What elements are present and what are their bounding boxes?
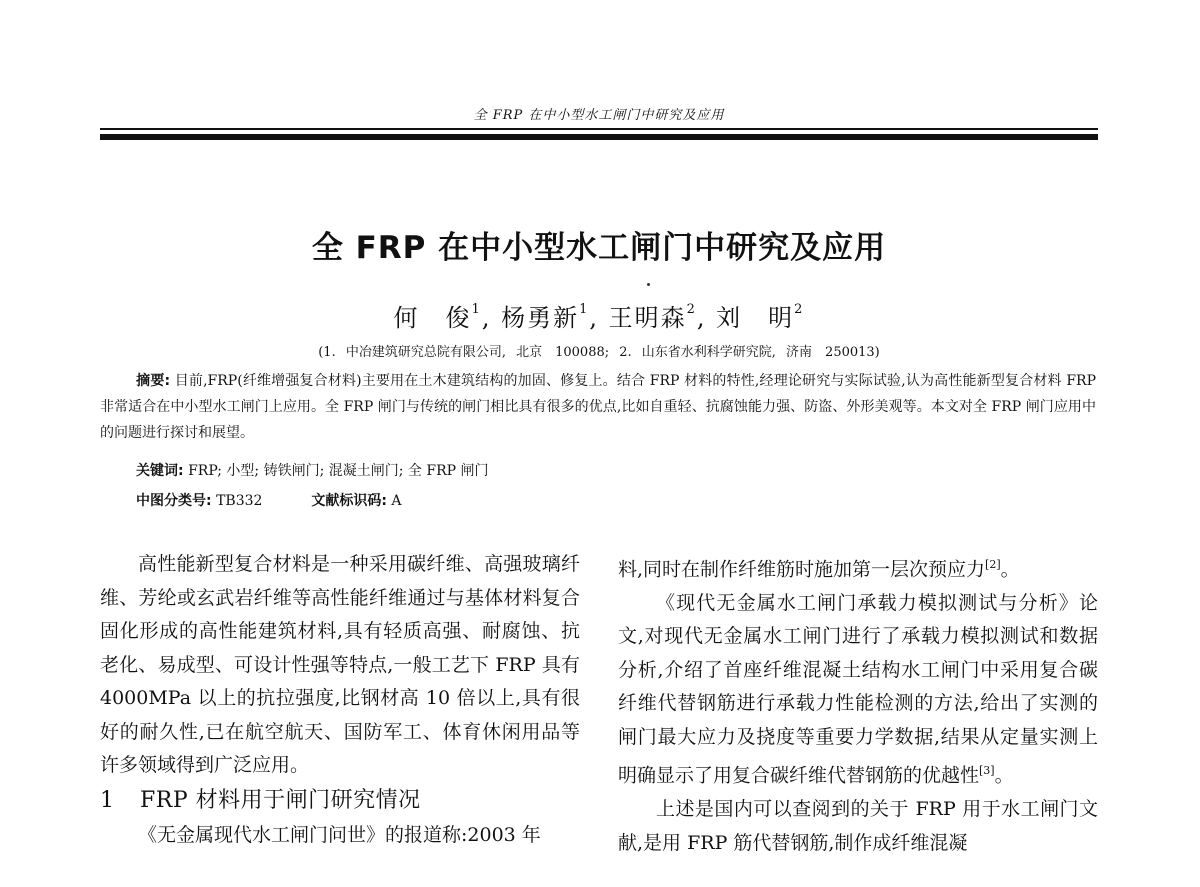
clc-value: TB332: [216, 493, 263, 509]
author-affiliation-mark: 1: [579, 302, 590, 317]
clc-label: 中图分类号:: [136, 493, 212, 509]
citation-ref: [3]: [979, 764, 995, 778]
author-affiliation-mark: 2: [686, 302, 697, 317]
keywords-label: 关键词:: [136, 463, 184, 479]
classification: [136, 490, 402, 510]
decorative-dot: [647, 283, 650, 286]
doc-code-value: A: [391, 493, 402, 509]
author-name: 刘 明: [716, 304, 795, 332]
abstract-label: 摘要:: [136, 373, 171, 389]
right-column: [618, 548, 1098, 860]
doc-code-label: 文献标识码:: [311, 493, 387, 509]
paper-title: 全 FRP 在中小型水工闸门中研究及应用: [311, 230, 887, 266]
body-paragraph: [618, 587, 1098, 793]
body-paragraph: 高性能新型复合材料是一种采用碳纤维、高强玻璃纤维、芳纶或玄武岩纤维等高性能纤维通过与基体材料复合固化形成的高性能建筑材料,具有轻质高强、耐腐蚀、抗老化、易成型、可设计性强等特点,一般工艺下 FRP 具有 4000MPa 以上的抗拉强度,比钢材高 10 倍以上,具有很好的耐久性,已在航空航天、国防军工、体育休闲用品等许多领域得到广泛应用。: [100, 553, 580, 776]
running-head: 全 FRP 在中小型水工闸门中研究及应用: [473, 108, 725, 123]
section-title: FRP 材料用于闸门研究情况: [140, 787, 421, 813]
abstract: [100, 368, 1096, 446]
section-heading: [100, 783, 580, 819]
header-rule-thin: [100, 128, 1098, 130]
section-number: 1: [100, 787, 115, 813]
abstract-text: 目前,FRP(纤维增强复合材料)主要用在土木建筑结构的加固、修复上。结合 FRP 材料的特性,经理论研究与实际试验,认为高性能新型复合材料 FRP 非常适合在中小型水工闸门上应用。全 FRP 闸门与传统的闸门相比具有很多的优点,比如自重轻、抗腐蚀能力强、防盗、外形美观等。本文对全 FRP 闸门应用中的问题进行探讨和展望。: [100, 373, 1096, 441]
author-list: 何 俊$^1$, 杨勇新$^1$, 王明森$^2$, 刘 明$^2$: [393, 302, 805, 332]
body-paragraph: 上述是国内可以查阅到的关于 FRP 用于水工闸门文献,是用 FRP 筋代替钢筋,制作成纤维混凝: [618, 798, 1098, 854]
author-name: 王明森: [608, 304, 687, 332]
body-paragraph: [618, 548, 1098, 587]
keywords-text: FRP; 小型; 铸铁闸门; 混凝土闸门; 全 FRP 闸门: [188, 463, 489, 479]
body-paragraph: 《无金属现代水工闸门问世》的报道称:2003 年: [138, 823, 541, 846]
citation-ref: [2]: [985, 558, 1001, 571]
author-name: 何 俊: [393, 304, 472, 332]
paragraph-text: 《现代无金属水工闸门承载力模拟测试与分析》论文,对现代无金属水工闸门进行了承载力模拟测试和数据分析,介绍了首座纤维混凝土结构水工闸门中采用复合碳纤维代替钢筋进行承载力性能检测的方法,给出了实测的闸门最大应力及挠度等重要力学数据,结果从定量实测上明确显示了用复合碳纤维代替钢筋的优越性: [618, 591, 1098, 787]
author-name: 杨勇新: [501, 304, 580, 332]
affiliations: (1. 中冶建筑研究总院有限公司, 北京 100088; 2. 山东省水利科学研究院, 济南 250013): [318, 345, 880, 360]
keywords: [136, 460, 488, 480]
paragraph-end: 。: [994, 764, 1014, 787]
paragraph-text: 料,同时在制作纤维筋时施加第一层次预应力: [618, 558, 986, 581]
author-affiliation-mark: 2: [794, 302, 805, 317]
header-rule-thick: [100, 134, 1098, 140]
left-column: [100, 548, 580, 852]
paragraph-end: 。: [1000, 558, 1020, 581]
author-affiliation-mark: 1: [471, 302, 482, 317]
